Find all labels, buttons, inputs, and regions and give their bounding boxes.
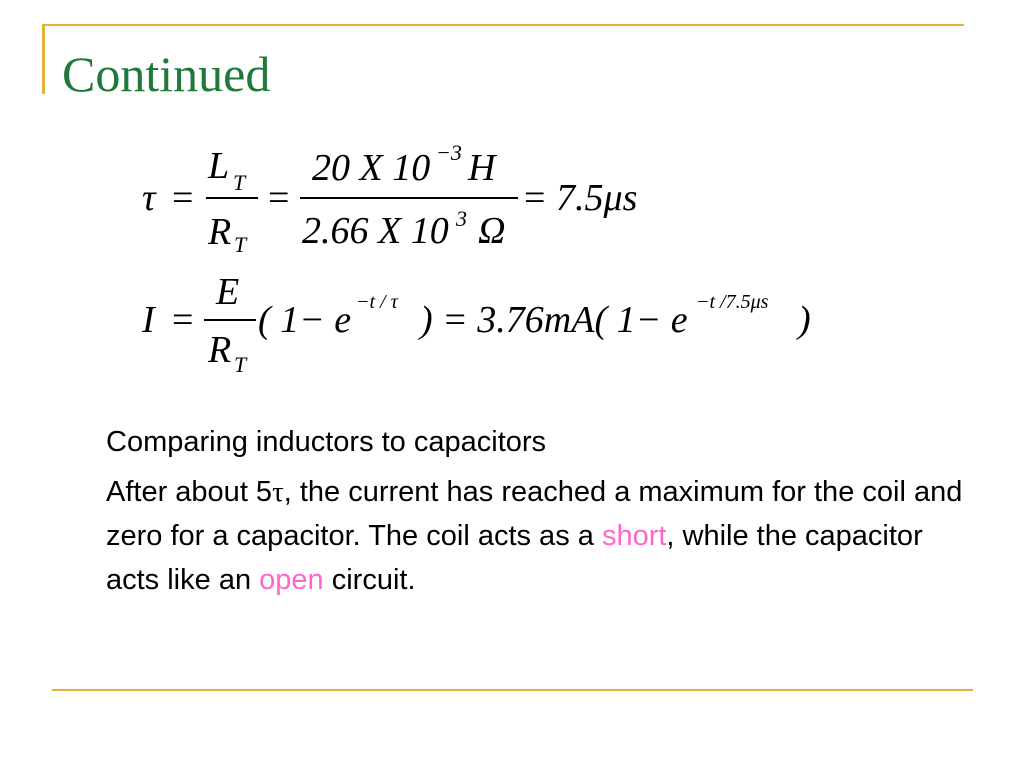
accent-rule-bottom bbox=[52, 689, 973, 691]
para-text-4: circuit. bbox=[323, 564, 416, 596]
current-expression-1: ( 1− e bbox=[258, 299, 352, 341]
current-frac-denominator: R bbox=[208, 329, 232, 371]
highlight-short: short bbox=[601, 520, 667, 552]
frac2-numerator: 20 X 10 bbox=[312, 147, 431, 189]
highlight-open: open bbox=[259, 564, 324, 596]
body-paragraph bbox=[106, 470, 966, 602]
frac1-numerator-subscript: T bbox=[233, 170, 246, 195]
current-symbol: I bbox=[142, 299, 155, 341]
frac2-numerator-unit: H bbox=[468, 147, 496, 189]
time-constant-result: 7.5μs bbox=[556, 177, 638, 219]
current-equation bbox=[141, 271, 811, 377]
para-tau-symbol: τ bbox=[272, 476, 284, 508]
frac2-denominator-unit: Ω bbox=[478, 210, 506, 252]
frac2-numerator-exponent: −3 bbox=[436, 140, 462, 165]
current-exponent-2: −t /7.5μs bbox=[696, 291, 769, 313]
slide-title: Continued bbox=[62, 46, 271, 102]
para-text-1: After about 5 bbox=[106, 476, 273, 508]
current-frac-denominator-subscript: T bbox=[234, 352, 247, 377]
frac1-denominator-subscript: T bbox=[234, 232, 247, 257]
para-text-2: , the current has reached a maximum for the coil and zero for a capacitor. The coil acts as a bbox=[106, 476, 963, 552]
time-constant-equation bbox=[142, 140, 637, 257]
current-frac-numerator: E bbox=[216, 271, 240, 313]
para-text-3: , while the capacitor acts like an bbox=[106, 520, 923, 596]
current-expression-2: ) = 3.76mA( 1− e bbox=[420, 299, 688, 341]
frac2-denominator: 2.66 X 10 bbox=[302, 210, 449, 252]
equals-sign-1: = bbox=[172, 177, 194, 219]
frac1-denominator: R bbox=[208, 211, 232, 253]
slide-body bbox=[106, 420, 966, 602]
current-exponent-1: −t / τ bbox=[356, 291, 398, 313]
equals-sign-2: = bbox=[268, 177, 290, 219]
current-expression-close: ) bbox=[798, 299, 811, 341]
equals-sign-3: = bbox=[524, 177, 546, 219]
tau-symbol: τ bbox=[142, 177, 156, 219]
frac2-denominator-exponent: 3 bbox=[456, 206, 467, 231]
body-heading: Comparing inductors to capacitors bbox=[106, 426, 547, 458]
frac1-numerator: L bbox=[208, 145, 230, 187]
equals-sign-4: = bbox=[172, 299, 194, 341]
